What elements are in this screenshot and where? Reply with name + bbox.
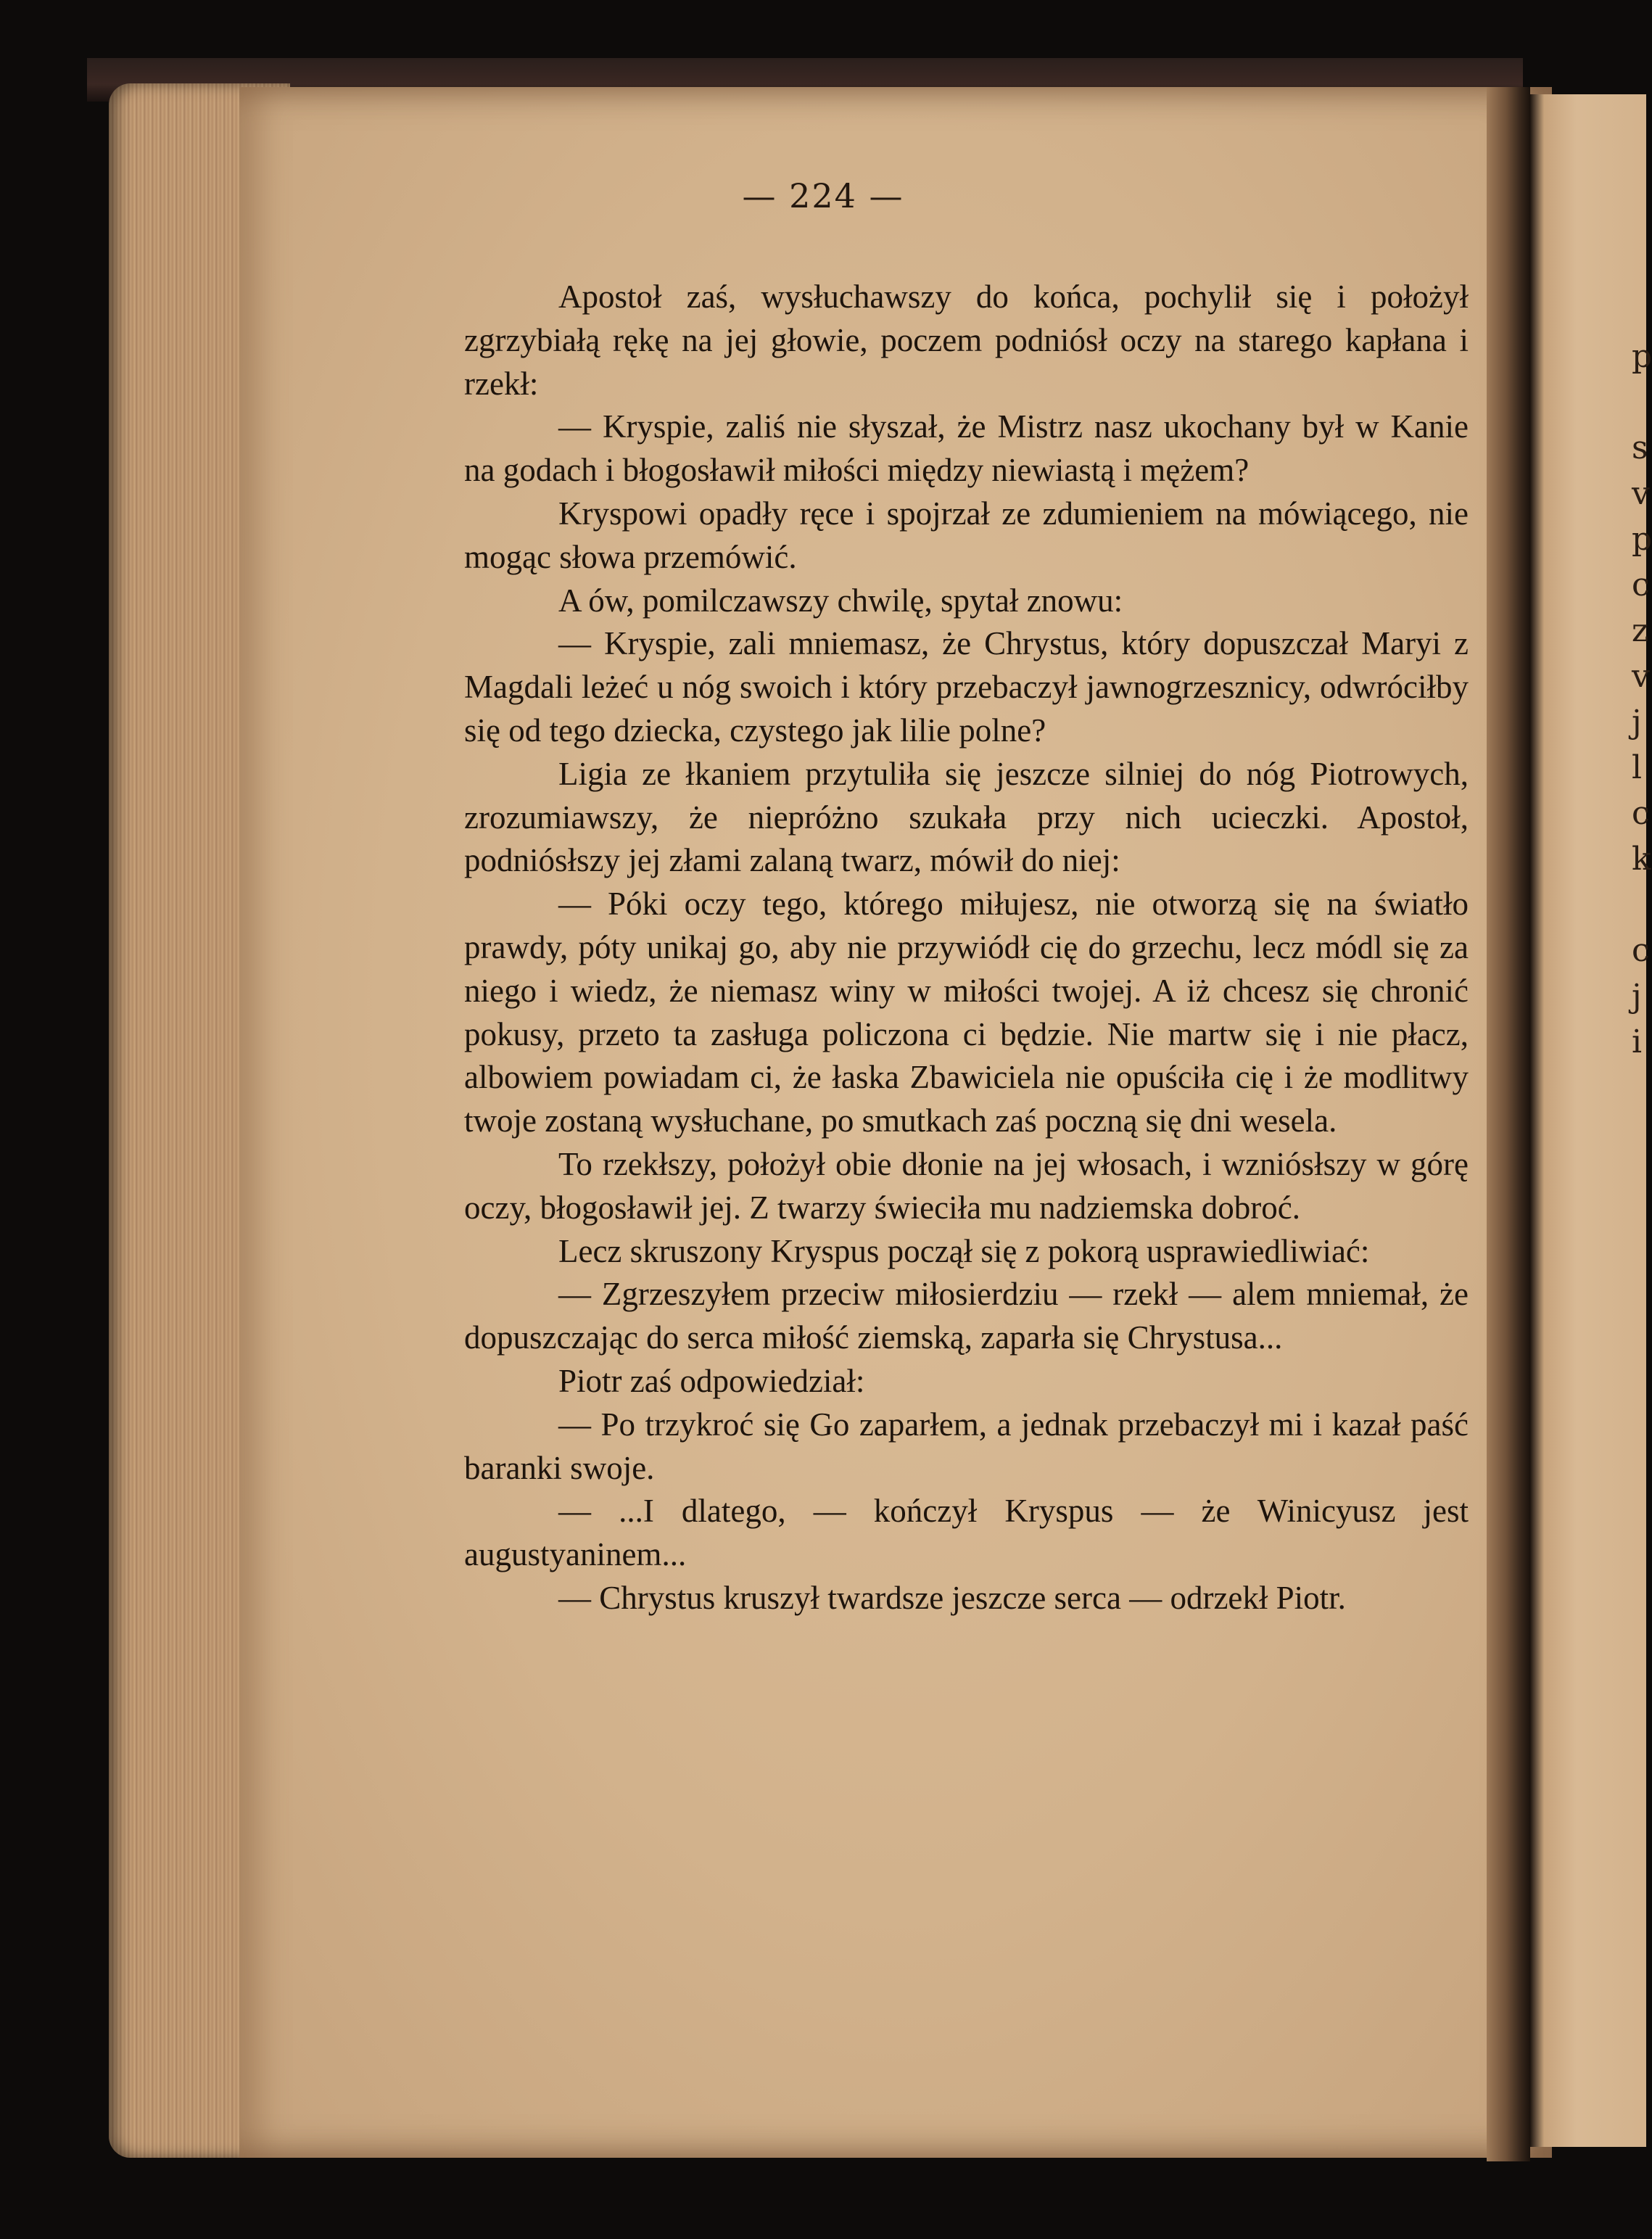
next-page-letter: c bbox=[1632, 795, 1650, 832]
paragraph: — Chrystus kruszył twardsze jeszcze serca — odrzekł Piotr. bbox=[558, 1579, 1346, 1616]
next-page-letter: i bbox=[1632, 1023, 1643, 1060]
paragraph: — Póki oczy tego, którego miłujesz, nie otworzą się na światło prawdy, póty unikaj go, aby nie przywiódł cię do grzechu, lecz módl się za niego i wiedz, że niemasz winy w miłości twojej. A iż chcesz się chronić pokusy, przeto ta zasługa policzona ci będzie. Nie martw się i nie płacz, albowiem powiadam ci, że łaska Zbawiciela nie opuściła cię i że modlitwy twoje zostaną wysłuchane, po smutkach zaś poczną się dni wesela. bbox=[464, 886, 1469, 1139]
next-page-letter: p bbox=[1632, 521, 1652, 558]
next-page-letter: v bbox=[1632, 475, 1650, 512]
next-page-letter: c bbox=[1632, 566, 1650, 603]
paragraph: Kryspowi opadły ręce i spojrzał ze zdumieniem na mówiącego, nie mogąc słowa przemówić. bbox=[464, 495, 1469, 575]
paragraph: Lecz skruszony Kryspus począł się z pokorą usprawiedliwiać: bbox=[558, 1232, 1370, 1269]
paragraph: Ligia ze łkaniem przytuliła się jeszcze silniej do nóg Piotrowych, zrozumiawszy, że niepróżno szukała przy nich ucieczki. Apostoł, podniósłszy jej złami zalaną twarz, mówił do niej: bbox=[464, 755, 1469, 879]
next-page-letter: l bbox=[1632, 749, 1643, 786]
paragraph: — ...I dlatego, — kończył Kryspus — że Winicyusz jest augustyaninem... bbox=[464, 1493, 1469, 1573]
next-page-letter: v bbox=[1632, 658, 1650, 695]
next-page-letter: j bbox=[1632, 978, 1642, 1015]
next-page-letter: k bbox=[1632, 841, 1651, 878]
paragraph: — Kryspie, zali mniemasz, że Chrystus, który dopuszczał Maryi z Magdali leżeć u nóg swoich i który przebaczył jawnogrzesznicy, odwróciłby się od tego dziecka, czystego jak lilie polne? bbox=[464, 625, 1469, 749]
paragraph: Piotr zaś odpowiedział: bbox=[558, 1362, 865, 1399]
page-body bbox=[464, 276, 1469, 1620]
next-page bbox=[1530, 94, 1646, 2147]
paragraph: To rzekłszy, położył obie dłonie na jej włosach, i wzniósłszy w górę oczy, błogosławił jej. Z twarzy świeciła mu nadziemska dobroć. bbox=[464, 1145, 1469, 1226]
paragraph: — Po trzykroć się Go zaparłem, a jednak przebaczył mi i kazał paść baranki swoje. bbox=[464, 1406, 1469, 1486]
next-page-letter: z bbox=[1632, 612, 1649, 649]
paragraph: — Zgrzeszyłem przeciw miłosierdziu — rzekł — alem mniemał, że dopuszczając do serca miłość ziemską, zaparła się Chrystusa... bbox=[464, 1276, 1469, 1356]
book-gutter bbox=[1487, 87, 1530, 2161]
paragraph: A ów, pomilczawszy chwilę, spytał znowu: bbox=[558, 582, 1123, 619]
paragraph: — Kryspie, zaliś nie słyszał, że Mistrz nasz ukochany był w Kanie na godach i błogosławił miłości między niewiastą i mężem? bbox=[464, 408, 1469, 489]
next-page-letter: j bbox=[1632, 704, 1642, 741]
next-page-letter: c bbox=[1632, 932, 1650, 969]
paragraph: Apostoł zaś, wysłuchawszy do końca, pochylił się i położył zgrzybiałą rękę na jej głowie, poczem podniósł oczy na starego kapłana i rzekł: bbox=[464, 279, 1469, 402]
next-page-letter: s bbox=[1632, 429, 1648, 466]
next-page-letters bbox=[1632, 334, 1652, 1065]
page-number: — 224 — bbox=[742, 176, 904, 215]
next-page-letter: p bbox=[1632, 338, 1652, 375]
